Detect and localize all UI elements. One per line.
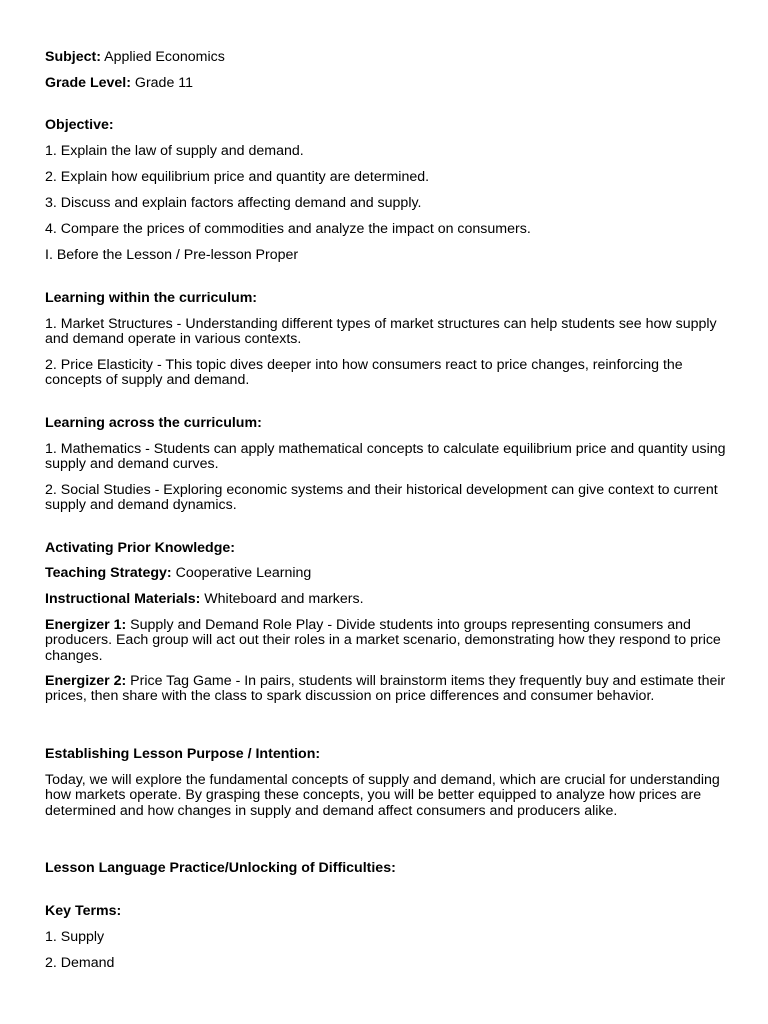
key-term-item: 1. Supply (45, 929, 105, 945)
across-curriculum-item: 2. Social Studies - Exploring economic systems and their historical development can give context to current supply and demand dynamics. (45, 482, 718, 514)
objective-heading: Objective: (45, 117, 114, 133)
objective-item: 2. Explain how equilibrium price and quantity are determined. (45, 169, 430, 185)
purpose-heading: Establishing Lesson Purpose / Intention: (45, 746, 321, 762)
subject-label: Subject: (45, 49, 101, 65)
before-lesson-line: I. Before the Lesson / Pre-lesson Proper (45, 247, 299, 263)
teaching-strategy-value: Cooperative Learning (175, 565, 312, 581)
materials-line (45, 592, 730, 607)
prior-knowledge-heading: Activating Prior Knowledge: (45, 540, 235, 556)
within-curriculum-item: 1. Market Structures - Understanding different types of market structures can help students see how supply and demand operate in various contexts. (45, 316, 717, 348)
subject-value: Applied Economics (104, 49, 225, 65)
energizer-2-paragraph (45, 674, 730, 705)
teaching-strategy-line (45, 566, 730, 581)
objective-item: 3. Discuss and explain factors affecting demand and supply. (45, 195, 422, 211)
grade-level-value: Grade 11 (134, 75, 194, 91)
key-term-item: 2. Demand (45, 955, 115, 971)
energizer-2-label: Energizer 2: (45, 673, 127, 689)
materials-label: Instructional Materials: (45, 591, 201, 607)
purpose-paragraph: Today, we will explore the fundamental concepts of supply and demand, which are crucial for understanding how markets operate. By grasping these concepts, you will be better equipped to analyze how prices are determined and how changes in supply and demand affect consumers and producers alike. (45, 772, 720, 819)
energizer-2-text: Price Tag Game - In pairs, students will brainstorm items they frequently buy and estimate their prices, then share with the class to spark discussion on price differences and consumer behavior. (45, 673, 726, 705)
within-curriculum-item: 2. Price Elasticity - This topic dives deeper into how consumers react to price changes, reinforcing the concepts of supply and demand. (45, 357, 683, 389)
within-curriculum-heading: Learning within the curriculum: (45, 290, 258, 306)
grade-level-line (45, 76, 730, 91)
language-practice-heading: Lesson Language Practice/Unlocking of Difficulties: (45, 860, 396, 876)
across-curriculum-heading: Learning across the curriculum: (45, 415, 262, 431)
grade-level-label: Grade Level: (45, 75, 131, 91)
key-terms-heading: Key Terms: (45, 903, 122, 919)
teaching-strategy-label: Teaching Strategy: (45, 565, 172, 581)
across-curriculum-item: 1. Mathematics - Students can apply mathematical concepts to calculate equilibrium price and quantity using supply and demand curves. (45, 441, 726, 473)
energizer-1-paragraph (45, 618, 730, 664)
materials-value: Whiteboard and markers. (204, 591, 364, 607)
objective-item: 4. Compare the prices of commodities and analyze the impact on consumers. (45, 221, 531, 237)
objective-item: 1. Explain the law of supply and demand. (45, 143, 304, 159)
energizer-1-text: Supply and Demand Role Play - Divide students into groups representing consumers and producers. Each group will act out their roles in a market scenario, demonstrating how they respond to price changes. (45, 617, 721, 664)
subject-line (45, 50, 730, 65)
energizer-1-label: Energizer 1: (45, 617, 127, 633)
